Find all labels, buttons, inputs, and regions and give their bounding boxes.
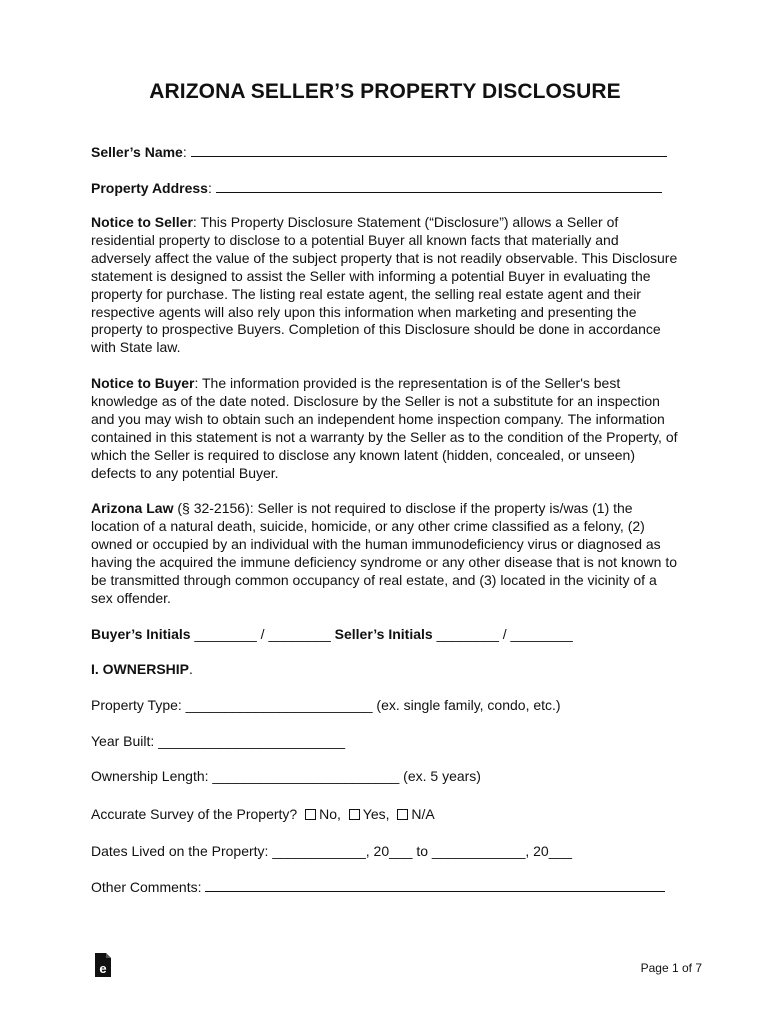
year-built-label: Year Built: ________________________: [91, 733, 346, 749]
notice-to-seller-heading: Notice to Seller: [91, 214, 193, 230]
initials-row: [91, 626, 573, 642]
arizona-law: [91, 500, 679, 607]
survey-field: [91, 806, 435, 822]
notice-to-seller: [91, 214, 679, 357]
seller-initials-blanks[interactable]: ________ / ________: [432, 626, 573, 642]
survey-na-checkbox[interactable]: [397, 809, 408, 820]
survey-yes-checkbox[interactable]: [349, 809, 360, 820]
document-e-icon: [94, 952, 112, 978]
other-comments-input-line[interactable]: [205, 879, 665, 892]
property-type-field[interactable]: [91, 697, 561, 713]
property-address-label: Property Address: [91, 180, 208, 196]
notice-to-seller-body: : This Property Disclosure Statement (“Disclosure”) allows a Seller of residential property to disclose to a potential Buyer all known facts that materially and adversely affect the value of the subject property that is not readily observable. This Disclosure statement is designed to assist the Seller with informing a potential Buyer in evaluating the property for purchase. The listing real estate agent, the selling real estate agent and their respective agents will also rely upon this information when marketing and presenting the property to prospective Buyers. Completion of this Disclosure should be done in accordance with State law.: [91, 214, 678, 356]
dates-lived-label: Dates Lived on the Property: ____________, 20___ to ____________, 20___: [91, 843, 573, 859]
svg-text:e: e: [99, 961, 107, 976]
document-title: ARIZONA SELLER’S PROPERTY DISCLOSURE: [149, 80, 621, 103]
buyer-initials-blanks[interactable]: ________ / ________: [190, 626, 335, 642]
ownership-length-label: Ownership Length: ________________________: [91, 768, 400, 784]
other-comments-label: Other Comments:: [91, 879, 202, 895]
sellers-name-field: Seller’s Name:: [91, 144, 667, 160]
property-address-field: Property Address:: [91, 180, 662, 196]
dates-lived-field[interactable]: [91, 843, 572, 859]
survey-no-checkbox[interactable]: [305, 809, 316, 820]
section-ownership-heading: I. OWNERSHIP.: [91, 661, 193, 677]
survey-na-label: N/A: [411, 806, 435, 822]
ownership-length-hint: (ex. 5 years): [399, 768, 481, 784]
buyer-initials-label: Buyer’s Initials: [91, 626, 191, 642]
survey-yes-label: Yes,: [362, 806, 390, 822]
year-built-field[interactable]: [91, 733, 345, 749]
sellers-name-input-line[interactable]: [191, 144, 667, 157]
survey-no-label: No,: [319, 806, 341, 822]
arizona-law-body: (§ 32-2156): Seller is not required to disclose if the property is/was (1) the location of a natural death, suicide, homicide, or any other crime classified as a felony, (2) owned or occupied by an individual with the human immunodeficiency virus or diagnosed as having the acquired the immune deficiency syndrome or any other disease that is not known to be transmitted through common occupancy of real estate, and (3) located in the vicinity of a sex offender.: [91, 500, 677, 606]
property-address-input-line[interactable]: [216, 180, 662, 193]
survey-label: Accurate Survey of the Property?: [91, 806, 298, 822]
page-number: Page 1 of 7: [640, 961, 702, 975]
arizona-law-heading: Arizona Law: [91, 500, 174, 516]
property-type-label: Property Type: ________________________: [91, 697, 373, 713]
other-comments-field: [91, 879, 665, 895]
notice-to-buyer-heading: Notice to Buyer: [91, 375, 195, 391]
sellers-name-label: Seller’s Name: [91, 144, 183, 160]
ownership-length-field[interactable]: [91, 768, 481, 784]
property-type-hint: (ex. single family, condo, etc.): [372, 697, 561, 713]
notice-to-buyer: [91, 375, 679, 482]
notice-to-buyer-body: : The information provided is the representation is of the Seller's best knowledge as of the date noted. Disclosure by the Seller is not a substitute for an inspection and you may wish to obtain such an independent home inspection company. The information contained in this statement is not a warranty by the Seller as to the condition of the Property, of which the Seller is required to disclose any known latent (hidden, concealed, or unseen) defects to any potential Buyer.: [91, 375, 678, 481]
seller-initials-label: Seller’s Initials: [334, 626, 433, 642]
